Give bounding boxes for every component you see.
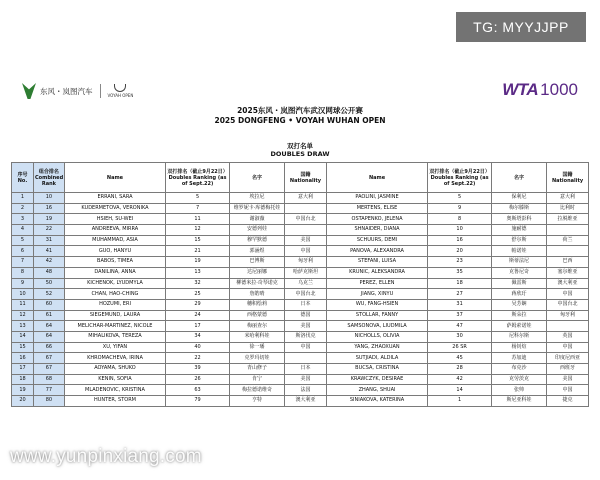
cell-cn-name-1: 肯宁 — [230, 374, 285, 385]
cell-ranking-2: 47 — [428, 321, 492, 332]
cell-name-2: PEREZ, ELLEN — [326, 278, 427, 289]
cell-combined-rank: 64 — [34, 321, 65, 332]
cell-cn-name-2: 蒋欣玗 — [492, 289, 547, 300]
cell-combined-rank: 48 — [34, 267, 65, 278]
wta-logo-text: WTA — [502, 80, 539, 99]
cell-nationality-2 — [547, 225, 589, 236]
cell-ranking-1: 25 — [166, 289, 230, 300]
cell-name-2: STOLLAR, FANNY — [326, 310, 427, 321]
cell-ranking-2: 18 — [428, 278, 492, 289]
cell-cn-name-2: 尼科尔斯 — [492, 331, 547, 342]
table-row — [12, 235, 589, 246]
cell-cn-name-1: 米哈利科娃 — [230, 331, 285, 342]
cell-nationality-1: 美国 — [285, 374, 327, 385]
cell-cn-name-1: 达尼丽娜 — [230, 267, 285, 278]
sponsor-logo — [22, 80, 133, 102]
cell-combined-rank: 67 — [34, 364, 65, 375]
cell-ranking-1: 7 — [166, 203, 230, 214]
cell-name-1: HOZUMI, ERI — [64, 299, 165, 310]
cell-nationality-2: 中国台北 — [547, 299, 589, 310]
cell-no: 8 — [12, 267, 34, 278]
cell-name-1: KUDERMETOVA, VERONIKA — [64, 203, 165, 214]
cell-name-1: KICHENOK, LYUDMYLA — [64, 278, 165, 289]
cell-nationality-2: 中国 — [547, 385, 589, 396]
col-header-no: 序号 No. — [12, 163, 34, 193]
cell-ranking-2: 1 — [428, 396, 492, 407]
subtitle-english: DOUBLES DRAW — [270, 150, 330, 158]
cell-name-1: ERRANI, SARA — [64, 193, 165, 204]
cell-cn-name-2: 施耐德 — [492, 225, 547, 236]
cell-combined-rank: 80 — [34, 396, 65, 407]
cell-no: 4 — [12, 225, 34, 236]
sponsor-logo-text: 东风・岚图汽车 — [40, 86, 93, 96]
cell-combined-rank: 10 — [34, 193, 65, 204]
subtitle-chinese: 双打名单 — [287, 142, 313, 150]
cell-ranking-1: 40 — [166, 342, 230, 353]
cell-no: 12 — [12, 310, 34, 321]
cell-no: 11 — [12, 299, 34, 310]
table-row — [12, 374, 589, 385]
table-row — [12, 257, 589, 268]
table-row — [12, 342, 589, 353]
cell-no: 10 — [12, 289, 34, 300]
cell-nationality-1 — [285, 353, 327, 364]
cell-combined-rank: 22 — [34, 225, 65, 236]
cell-name-1: AOYAMA, SHUKO — [64, 364, 165, 375]
cell-cn-name-1: 穗积绘莉 — [230, 299, 285, 310]
cell-name-1: HSIEH, SU-WEI — [64, 214, 165, 225]
cell-name-1: KENIN, SOFIA — [64, 374, 165, 385]
cell-ranking-1: 39 — [166, 364, 230, 375]
cell-name-2: MERTENS, ELISE — [326, 203, 427, 214]
cell-name-1: CHAN, HAO-CHING — [64, 289, 165, 300]
cell-cn-name-1: 西格蒙德 — [230, 310, 285, 321]
cell-name-2: SINIAKOVA, KATERINA — [326, 396, 427, 407]
cell-name-2: NICHOLLS, OLIVIA — [326, 331, 427, 342]
cell-ranking-2: 10 — [428, 225, 492, 236]
cell-ranking-1: 24 — [166, 310, 230, 321]
cell-ranking-2: 5 — [428, 193, 492, 204]
cell-ranking-2: 37 — [428, 310, 492, 321]
cell-cn-name-1: 詹皓晴 — [230, 289, 285, 300]
cell-name-1: KHROMACHEVA, IRINA — [64, 353, 165, 364]
cell-nationality-2: 意大利 — [547, 193, 589, 204]
table-row — [12, 396, 589, 407]
cell-name-1: DANILINA, ANNA — [64, 267, 165, 278]
cell-nationality-1: 日本 — [285, 364, 327, 375]
table-row — [12, 310, 589, 321]
cell-cn-name-2: 克劳茨克 — [492, 374, 547, 385]
cell-ranking-2: 27 — [428, 289, 492, 300]
voyah-logo-text: VOYAH OPEN — [107, 93, 134, 98]
cell-combined-rank: 67 — [34, 353, 65, 364]
table-row — [12, 353, 589, 364]
cell-name-2: PAOLINI, JASMINE — [326, 193, 427, 204]
table-row — [12, 203, 589, 214]
cell-ranking-1: 22 — [166, 353, 230, 364]
cell-ranking-2: 28 — [428, 364, 492, 375]
cell-combined-rank: 77 — [34, 385, 65, 396]
cell-cn-name-1: 克罗玛切娃 — [230, 353, 285, 364]
cell-no: 19 — [12, 385, 34, 396]
cell-ranking-1: 21 — [166, 246, 230, 257]
cell-nationality-2: 西班牙 — [547, 364, 589, 375]
cell-ranking-2: 42 — [428, 374, 492, 385]
voyah-logo-icon — [114, 84, 126, 92]
cell-name-1: MELICHAR-MARTINEZ, NICOLE — [64, 321, 165, 332]
cell-cn-name-1: 徐一璠 — [230, 342, 285, 353]
cell-no: 13 — [12, 321, 34, 332]
cell-nationality-2: 捷克 — [547, 396, 589, 407]
cell-name-2: KRUNIC, ALEKSANDRA — [326, 267, 427, 278]
cell-name-1: SIEGEMUND, LAURA — [64, 310, 165, 321]
cell-combined-rank: 42 — [34, 257, 65, 268]
cell-ranking-2: 26 SR — [428, 342, 492, 353]
cell-cn-name-1: 穆罕默德 — [230, 235, 285, 246]
col-header-nationality-2: 国籍 Nationality — [547, 163, 589, 193]
table-row — [12, 321, 589, 332]
table-row — [12, 289, 589, 300]
cell-nationality-2: 中国 — [547, 289, 589, 300]
cell-name-1: MUHAMMAD, ASIA — [64, 235, 165, 246]
cell-no: 17 — [12, 364, 34, 375]
cell-cn-name-1: 柳德米拉·奇琴诺克 — [230, 278, 285, 289]
cell-nationality-1: 匈牙利 — [285, 257, 327, 268]
col-header-combined-rank: 组合排名 Combined Rank — [34, 163, 65, 193]
document-subtitle — [0, 142, 600, 158]
cell-no: 9 — [12, 278, 34, 289]
cell-nationality-2: 中国 — [547, 342, 589, 353]
cell-nationality-1: 中国 — [285, 246, 327, 257]
cell-combined-rank: 50 — [34, 278, 65, 289]
cell-name-2: ZHANG, SHUAI — [326, 385, 427, 396]
cell-ranking-1: 32 — [166, 278, 230, 289]
cell-name-2: STEFANI, LUISA — [326, 257, 427, 268]
cell-name-1: MLADENOVIC, KRISTINA — [64, 385, 165, 396]
cell-no: 6 — [12, 246, 34, 257]
cell-nationality-2: 英国 — [547, 331, 589, 342]
cell-nationality-2: 澳大利亚 — [547, 278, 589, 289]
cell-nationality-2: 印度尼西亚 — [547, 353, 589, 364]
cell-name-2: KRAWCZYK, DESIRAE — [326, 374, 427, 385]
cell-cn-name-2: 舒尔斯 — [492, 235, 547, 246]
cell-combined-rank: 60 — [34, 299, 65, 310]
cell-ranking-1: 79 — [166, 396, 230, 407]
col-header-cn-name-2: 名字 — [492, 163, 547, 193]
cell-nationality-1: 德国 — [285, 310, 327, 321]
document-title — [0, 106, 600, 126]
table-row — [12, 278, 589, 289]
cell-ranking-2: 16 — [428, 235, 492, 246]
doubles-draw-table — [11, 162, 589, 407]
cell-nationality-1: 日本 — [285, 299, 327, 310]
cell-nationality-1: 意大利 — [285, 193, 327, 204]
cell-ranking-2: 20 — [428, 246, 492, 257]
cell-nationality-1: 澳大利亚 — [285, 396, 327, 407]
cell-cn-name-1: 谢淑薇 — [230, 214, 285, 225]
title-english: 2025 DONGFENG • VOYAH WUHAN OPEN — [214, 116, 386, 125]
cell-cn-name-1: 青山修子 — [230, 364, 285, 375]
cell-ranking-2: 30 — [428, 331, 492, 342]
cell-cn-name-2: 奥斯塔彭科 — [492, 214, 547, 225]
table-header-row — [12, 163, 589, 193]
logo-divider — [100, 84, 101, 98]
cell-ranking-2: 31 — [428, 299, 492, 310]
cell-name-2: YANG, ZHAOXUAN — [326, 342, 427, 353]
cell-cn-name-1: 梅拉德诺维奇 — [230, 385, 285, 396]
cell-nationality-2: 匈牙利 — [547, 310, 589, 321]
cell-ranking-2: 45 — [428, 353, 492, 364]
cell-combined-rank: 52 — [34, 289, 65, 300]
cell-name-2: SHNAIDER, DIANA — [326, 225, 427, 236]
wta-1000-logo — [502, 80, 578, 100]
cell-cn-name-2: 张帅 — [492, 385, 547, 396]
cell-cn-name-1: 巴博斯 — [230, 257, 285, 268]
cell-nationality-2: 荷兰 — [547, 235, 589, 246]
cell-cn-name-2: 佩雷斯 — [492, 278, 547, 289]
cell-cn-name-1: 郭涵煜 — [230, 246, 285, 257]
cell-combined-rank: 66 — [34, 342, 65, 353]
site-watermark: www.yunpinxiang.com — [10, 446, 202, 467]
table-row — [12, 193, 589, 204]
cell-nationality-1: 中国 — [285, 342, 327, 353]
cell-name-1: GUO, HANYU — [64, 246, 165, 257]
col-header-name-1: Name — [64, 163, 165, 193]
cell-name-2: SAMSONOVA, LIUDMILA — [326, 321, 427, 332]
cell-nationality-2: 塞尔维亚 — [547, 267, 589, 278]
cell-nationality-1 — [285, 225, 327, 236]
cell-ranking-1: 5 — [166, 193, 230, 204]
cell-cn-name-2: 克鲁尼奇 — [492, 267, 547, 278]
col-header-name-2: Name — [326, 163, 427, 193]
cell-cn-name-1: 埃拉尼 — [230, 193, 285, 204]
table-row — [12, 385, 589, 396]
cell-cn-name-2: 斯蒂法尼 — [492, 257, 547, 268]
cell-no: 14 — [12, 331, 34, 342]
cell-name-2: OSTAPENKO, JELENA — [326, 214, 427, 225]
col-header-cn-name-1: 名字 — [230, 163, 285, 193]
cell-nationality-1: 中国台北 — [285, 214, 327, 225]
cell-cn-name-1: 梅丽查尔 — [230, 321, 285, 332]
table-row — [12, 364, 589, 375]
cell-combined-rank: 19 — [34, 214, 65, 225]
cell-nationality-2 — [547, 321, 589, 332]
cell-name-2: SUTJIADI, ALDILA — [326, 353, 427, 364]
cell-no: 7 — [12, 257, 34, 268]
cell-nationality-2: 美国 — [547, 374, 589, 385]
cell-nationality-1: 斯洛伐克 — [285, 331, 327, 342]
cell-cn-name-2: 苏加迪 — [492, 353, 547, 364]
cell-name-1: HUNTER, STORM — [64, 396, 165, 407]
cell-name-2: BUCSA, CRISTINA — [326, 364, 427, 375]
cell-no: 3 — [12, 214, 34, 225]
cell-ranking-1: 17 — [166, 321, 230, 332]
cell-nationality-2: 巴西 — [547, 257, 589, 268]
cell-ranking-1: 13 — [166, 267, 230, 278]
cell-ranking-2: 23 — [428, 257, 492, 268]
cell-no: 1 — [12, 193, 34, 204]
cell-nationality-1: 中国台北 — [285, 289, 327, 300]
table-row — [12, 331, 589, 342]
cell-ranking-2: 14 — [428, 385, 492, 396]
cell-cn-name-1: 亨特 — [230, 396, 285, 407]
cell-combined-rank: 61 — [34, 310, 65, 321]
cell-no: 5 — [12, 235, 34, 246]
cell-nationality-1: 哈萨克斯坦 — [285, 267, 327, 278]
cell-no: 18 — [12, 374, 34, 385]
table-row — [12, 225, 589, 236]
cell-name-1: ANDREEVA, MIRRA — [64, 225, 165, 236]
cell-cn-name-2: 吴芳娴 — [492, 299, 547, 310]
cell-nationality-2: 比利时 — [547, 203, 589, 214]
cell-cn-name-1: 维罗妮卡·库德梅托娃 — [230, 203, 285, 214]
cell-nationality-1 — [285, 203, 327, 214]
cell-ranking-1: 11 — [166, 214, 230, 225]
cell-cn-name-2: 杨钊煊 — [492, 342, 547, 353]
table-row — [12, 214, 589, 225]
cell-ranking-1: 15 — [166, 235, 230, 246]
title-chinese: 2025东风・岚图汽车武汉网球公开赛 — [237, 106, 363, 115]
cell-nationality-1: 法国 — [285, 385, 327, 396]
cell-cn-name-2: 帕诺娃 — [492, 246, 547, 257]
cell-cn-name-2: 斯尼亚科娃 — [492, 396, 547, 407]
cell-cn-name-2: 梅尔滕斯 — [492, 203, 547, 214]
cell-name-2: PANOVA, ALEXANDRA — [326, 246, 427, 257]
cell-ranking-1: 34 — [166, 331, 230, 342]
cell-cn-name-2: 斯朵拉 — [492, 310, 547, 321]
cell-nationality-1: 乌克兰 — [285, 278, 327, 289]
cell-ranking-2: 9 — [428, 203, 492, 214]
cell-no: 20 — [12, 396, 34, 407]
table-row — [12, 299, 589, 310]
cell-ranking-2: 8 — [428, 214, 492, 225]
cell-no: 2 — [12, 203, 34, 214]
cell-cn-name-2: 萨姆索诺娃 — [492, 321, 547, 332]
col-header-nationality-1: 国籍 Nationality — [285, 163, 327, 193]
cell-nationality-1: 美国 — [285, 321, 327, 332]
col-header-ranking-1: 双打排名（截止9月22日） Doubles Ranking (as of Sept.22) — [166, 163, 230, 193]
cell-nationality-2: 拉脱维亚 — [547, 214, 589, 225]
cell-ranking-1: 29 — [166, 299, 230, 310]
dongfeng-logo-icon — [22, 83, 36, 99]
cell-ranking-1: 19 — [166, 257, 230, 268]
cell-name-1: XU, YIFAN — [64, 342, 165, 353]
cell-nationality-1: 美国 — [285, 235, 327, 246]
cell-ranking-1: 63 — [166, 385, 230, 396]
cell-ranking-2: 35 — [428, 267, 492, 278]
cell-cn-name-1: 安德列娃 — [230, 225, 285, 236]
cell-name-2: JIANG, XINYU — [326, 289, 427, 300]
table-row — [12, 246, 589, 257]
cell-cn-name-2: 保利尼 — [492, 193, 547, 204]
cell-ranking-1: 26 — [166, 374, 230, 385]
cell-cn-name-2: 布克沙 — [492, 364, 547, 375]
cell-no: 15 — [12, 342, 34, 353]
cell-combined-rank: 68 — [34, 374, 65, 385]
cell-ranking-1: 12 — [166, 225, 230, 236]
cell-name-1: BABOS, TIMEA — [64, 257, 165, 268]
col-header-ranking-2: 双打排名（截止9月22日） Doubles Ranking (as of Sept.22) — [428, 163, 492, 193]
voyah-logo — [108, 84, 134, 98]
cell-no: 16 — [12, 353, 34, 364]
cell-name-1: MIHALIKOVA, TEREZA — [64, 331, 165, 342]
wta-tier-text: 1000 — [540, 80, 578, 99]
cell-nationality-2 — [547, 246, 589, 257]
cell-combined-rank: 64 — [34, 331, 65, 342]
watermark-tag: TG: MYYJJPP — [456, 12, 586, 42]
cell-combined-rank: 31 — [34, 235, 65, 246]
cell-name-2: SCHUURS, DEMI — [326, 235, 427, 246]
cell-combined-rank: 41 — [34, 246, 65, 257]
cell-combined-rank: 16 — [34, 203, 65, 214]
cell-name-2: WU, FANG-HSIEN — [326, 299, 427, 310]
table-row — [12, 267, 589, 278]
